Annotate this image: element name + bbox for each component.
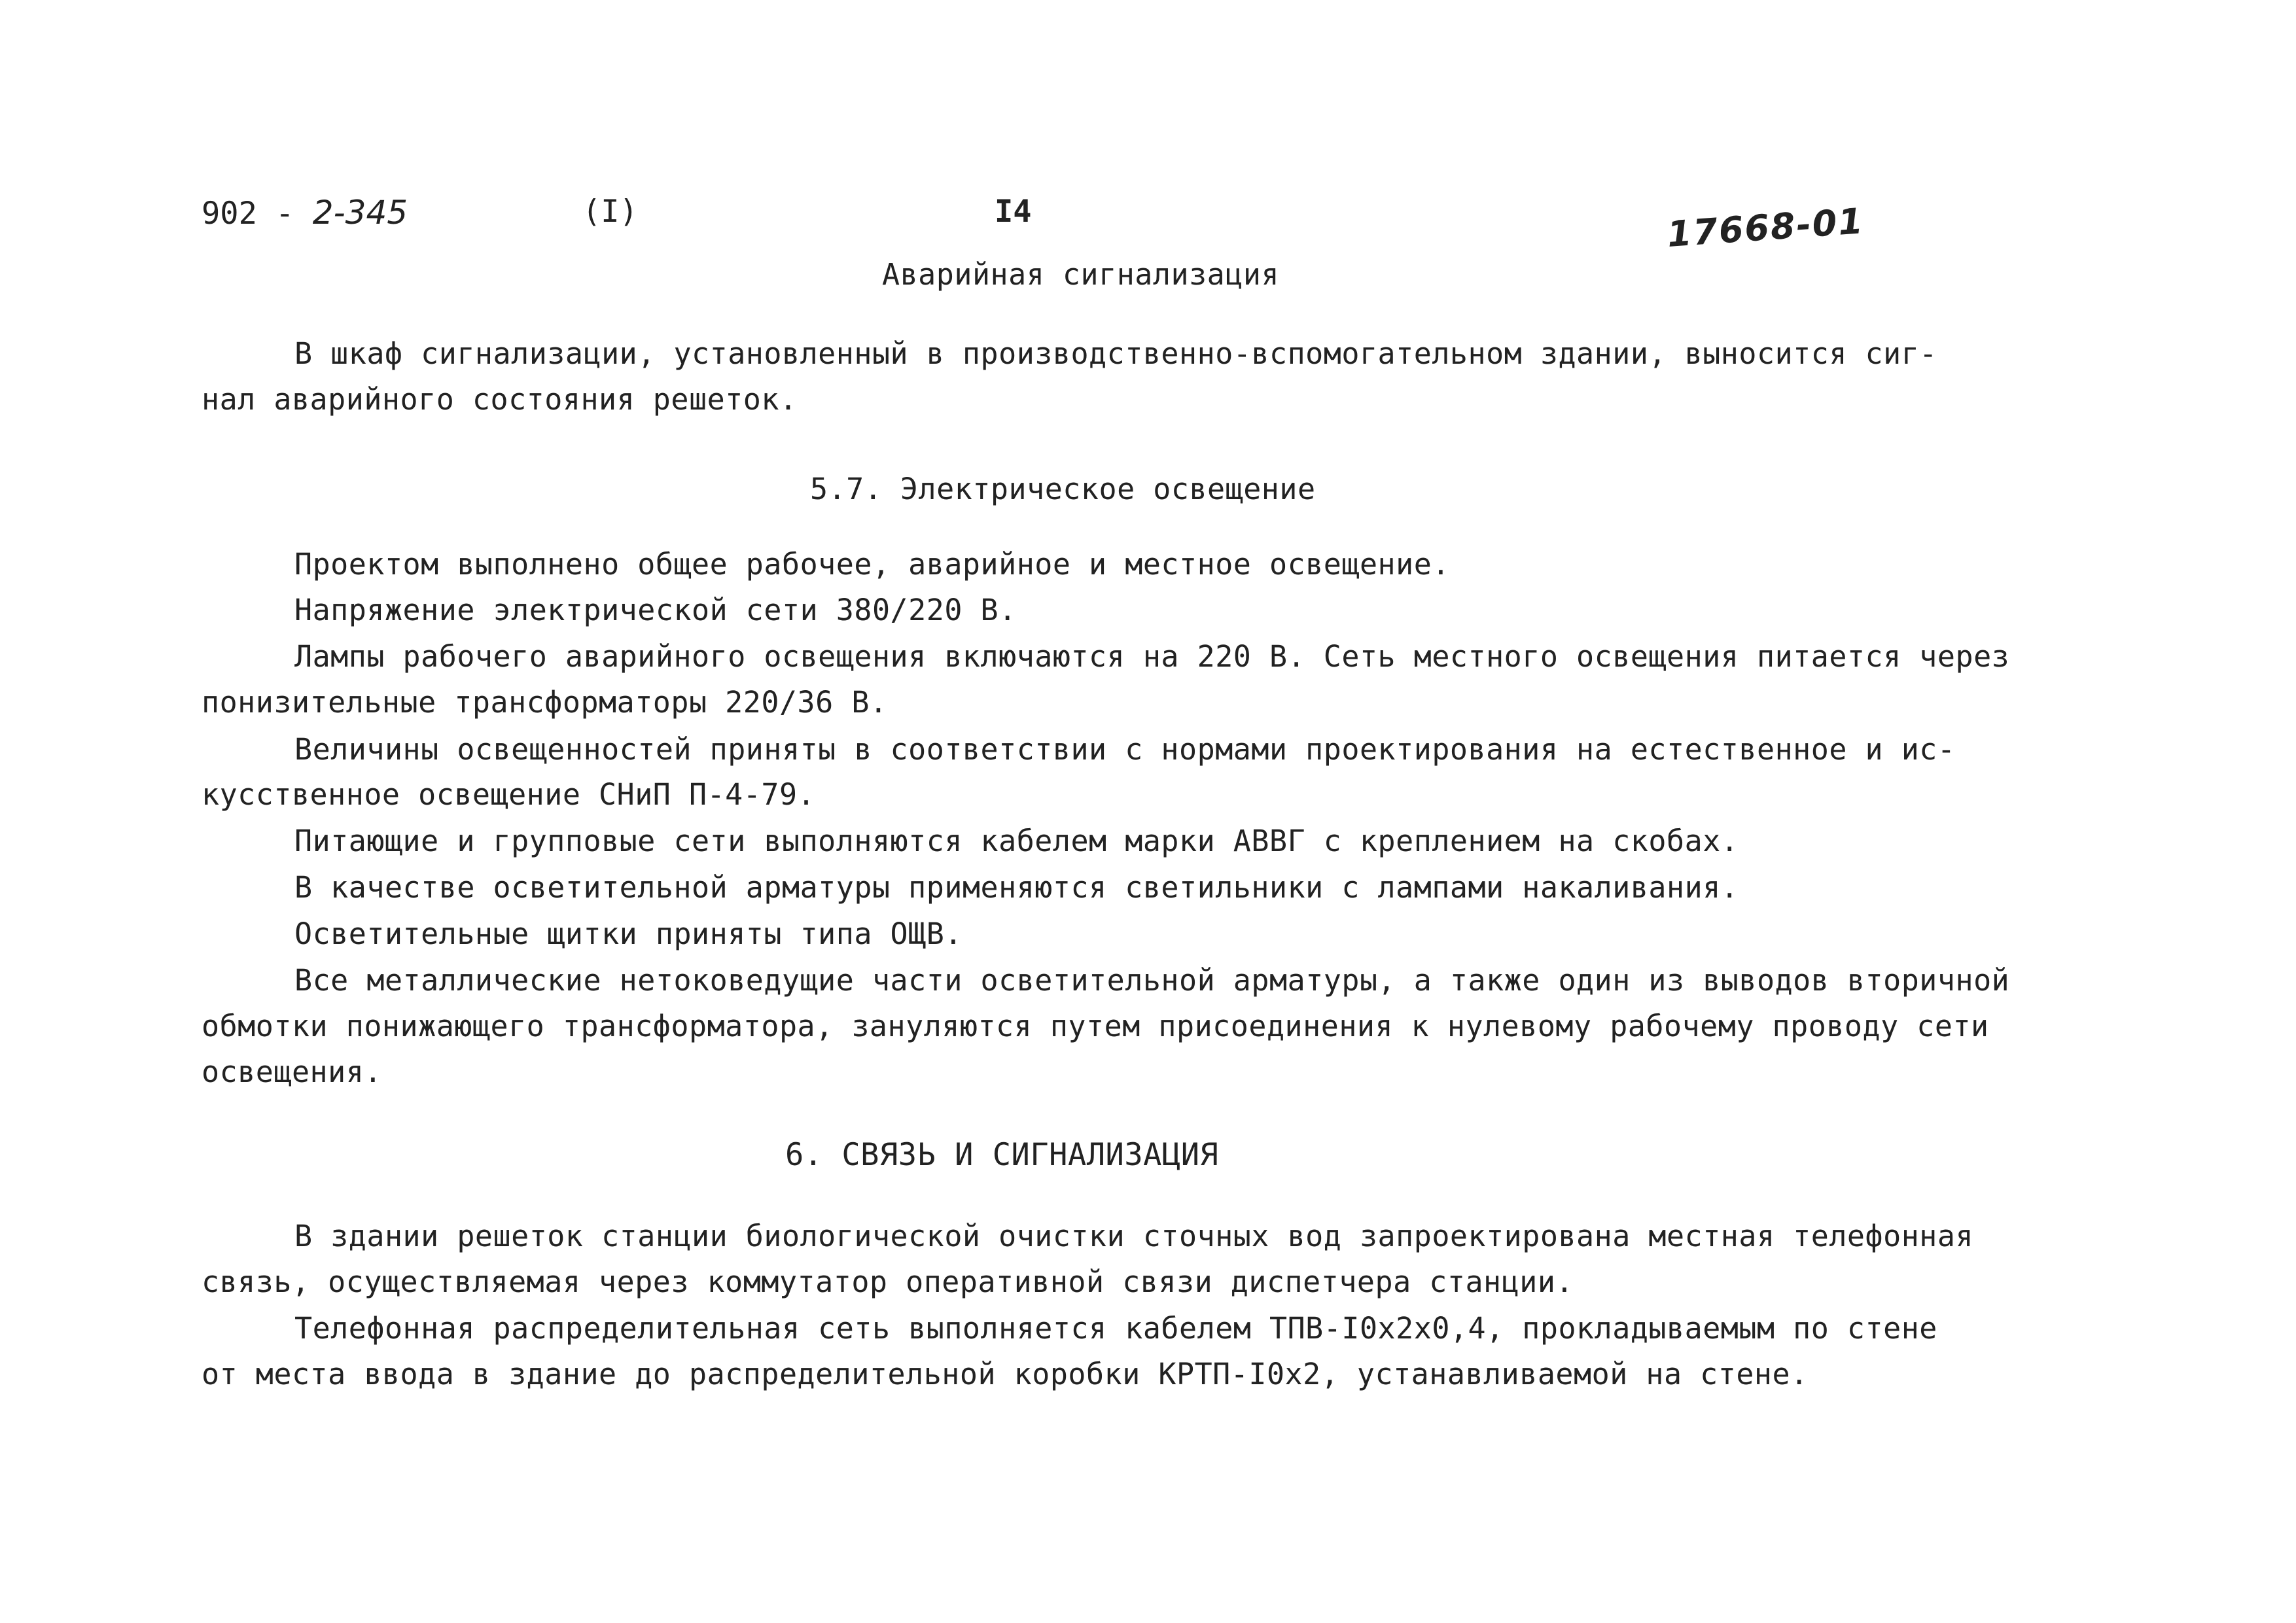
alarm-paragraph-line-1: В шкаф сигнализации, установленный в производственно-вспомогательном здании, выносится сиг-	[294, 336, 1937, 371]
lighting-line-11: обмотки понижающего трансформатора, зануляются путем присоединения к нулевому рабочему проводу сети	[202, 1009, 1989, 1043]
lighting-line-1: Проектом выполнено общее рабочее, аварийное и местное освещение.	[294, 547, 1450, 582]
issue-number: (I)	[582, 194, 638, 230]
communication-section-title: 6. СВЯЗЬ И СИГНАЛИЗАЦИЯ	[785, 1137, 1219, 1173]
communication-line-1: В здании решеток станции биологической очистки сточных вод запроектирована местная телефонная	[294, 1219, 1974, 1253]
lighting-line-10: Все металлические нетоковедущие части осветительной арматуры, а также один из выводов вторичной	[294, 963, 2010, 998]
lighting-line-3: Лампы рабочего аварийного освещения включаются на 220 В. Сеть местного освещения питается через	[294, 639, 2010, 674]
lighting-line-9: Осветительные щитки приняты типа ОЩВ.	[294, 916, 963, 951]
lighting-line-5: Величины освещенностей приняты в соответствии с нормами проектирования на естественное и ис-	[294, 732, 1956, 767]
lighting-line-2: Напряжение электрической сети 380/220 В.	[294, 593, 1017, 627]
document-code-printed: 902 -	[202, 196, 313, 232]
communication-line-3: Телефонная распределительная сеть выполняется кабелем ТПВ-I0x2x0,4, прокладываемым по стене	[294, 1311, 1937, 1346]
lighting-section-title: 5.7. Электрическое освещение	[810, 472, 1316, 506]
alarm-paragraph-line-2: нал аварийного состояния решеток.	[202, 382, 798, 417]
lighting-line-7: Питающие и групповые сети выполняются кабелем марки АВВГ с креплением на скобах.	[294, 824, 1739, 858]
lighting-line-12: освещения.	[202, 1055, 382, 1089]
lighting-line-4: понизительные трансформаторы 220/36 В.	[202, 685, 888, 720]
lighting-line-8: В качестве осветительной арматуры применяются светильники с лампами накаливания.	[294, 870, 1739, 905]
document-code	[202, 194, 408, 232]
communication-line-2: связь, осуществляемая через коммутатор оперативной связи диспетчера станции.	[202, 1265, 1574, 1299]
communication-line-4: от места ввода в здание до распределительной коробки КРТП-I0x2, устанавливаемой на стене.	[202, 1357, 1809, 1391]
lighting-line-6: кусственное освещение СНиП П-4-79.	[202, 777, 816, 812]
document-code-handwritten: 2-345	[312, 194, 408, 232]
archive-number-handwritten: 17668-01	[1665, 200, 1865, 255]
page-number: I4	[995, 194, 1032, 230]
alarm-section-title: Аварийная сигнализация	[882, 257, 1280, 292]
